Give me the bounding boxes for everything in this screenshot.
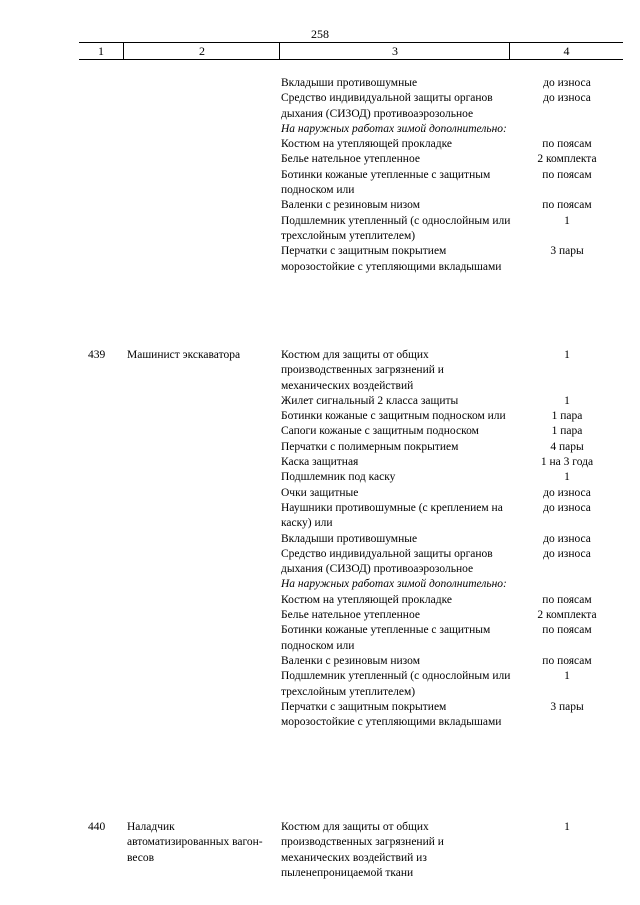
table-block-continuation xyxy=(0,76,640,275)
page-number: 258 xyxy=(311,27,329,41)
table-block-440 xyxy=(0,820,640,881)
item-quantity: до износа xyxy=(543,532,591,545)
item-name: Костюм на утепляющей прокладке xyxy=(281,593,452,606)
list-item xyxy=(0,168,640,199)
item-quantity: 1 xyxy=(564,349,570,361)
item-name: Валенки с резиновым низом xyxy=(281,199,420,212)
list-item xyxy=(0,91,640,122)
item-quantity: до износа xyxy=(543,486,591,499)
item-quantity: по поясам xyxy=(542,199,592,212)
item-quantity: 2 комплекта xyxy=(537,609,597,622)
item-quantity: 1 xyxy=(564,394,570,407)
list-item xyxy=(0,470,640,485)
item-quantity: 3 пары xyxy=(550,245,584,258)
item-quantity: 1 xyxy=(564,471,570,484)
header-col-2: 2 xyxy=(123,43,280,59)
item-name: Валенки с резиновым низом xyxy=(281,654,420,667)
list-item xyxy=(0,501,640,532)
item-name: Вкладыши противошумные xyxy=(281,77,418,89)
table-header xyxy=(79,42,623,60)
item-name: Средство индивидуальной защиты органов дыхания (СИЗОД) противоаэрозольное xyxy=(281,92,493,120)
item-quantity: 3 пары xyxy=(550,700,584,713)
item-quantity: до износа xyxy=(543,501,591,514)
item-quantity: 1 xyxy=(564,670,570,683)
item-name: Костюм на утепляющей прокладке xyxy=(281,138,452,151)
item-name: Ботинки кожаные утепленные с защитным подноском или xyxy=(281,624,491,652)
list-item xyxy=(0,486,640,501)
header-col-3: 3 xyxy=(279,43,510,59)
item-quantity: 1 xyxy=(564,821,570,833)
section-note: На наружных работах зимой дополнительно: xyxy=(281,122,507,135)
item-name: Перчатки с полимерным покрытием xyxy=(281,440,459,453)
item-quantity: 1 на 3 года xyxy=(540,456,594,469)
list-item xyxy=(0,440,640,455)
list-item xyxy=(0,424,640,439)
item-name: Ботинки кожаные утепленные с защитным подноском или xyxy=(281,168,491,197)
item-quantity: по поясам xyxy=(542,138,592,151)
item-quantity: 1 пара xyxy=(551,410,583,423)
item-name: Белье нательное утепленное xyxy=(281,153,420,166)
list-item xyxy=(0,608,640,623)
item-name: Ботинки кожаные с защитным подноском или xyxy=(281,410,506,423)
list-item xyxy=(0,593,640,608)
list-item xyxy=(0,244,640,275)
item-name: Сапоги кожаные с защитным подноском xyxy=(281,425,479,438)
item-name: Каска защитная xyxy=(281,456,359,469)
list-item xyxy=(0,455,640,470)
list-item xyxy=(0,76,640,91)
item-name: Очки защитные xyxy=(281,486,359,499)
list-item xyxy=(0,577,640,592)
item-name: Подшлемник под каску xyxy=(281,471,396,484)
item-name: Костюм для защиты от общих производственных загрязнений и механических воздействий из пыленепроницаемой ткани xyxy=(281,821,444,879)
item-name: Белье нательное утепленное xyxy=(281,609,420,622)
item-name: Наушники противошумные (с креплением на каску) или xyxy=(281,501,503,530)
item-quantity: по поясам xyxy=(542,624,592,637)
profession-name: Машинист экскаватора xyxy=(127,349,241,361)
list-item xyxy=(0,409,640,424)
item-quantity: по поясам xyxy=(542,654,592,667)
list-item xyxy=(0,152,640,167)
item-name: Перчатки с защитным покрытием морозостойкие с утепляющими вкладышами xyxy=(281,245,502,273)
item-quantity: 2 комплекта xyxy=(537,153,597,166)
list-item xyxy=(0,198,640,213)
item-quantity: по поясам xyxy=(542,593,592,606)
list-item xyxy=(0,700,640,731)
item-quantity: 4 пары xyxy=(550,440,584,453)
list-item xyxy=(0,214,640,245)
profession-name: Наладчик автоматизированных вагон-весов xyxy=(127,821,263,864)
table-block-439 xyxy=(0,348,640,730)
item-quantity: по поясам xyxy=(542,168,592,181)
item-name: Жилет сигнальный 2 класса защиты xyxy=(281,394,459,407)
item-name: Костюм для защиты от общих производственных загрязнений и механических воздействий xyxy=(281,349,444,392)
list-item xyxy=(0,348,640,394)
list-item xyxy=(0,137,640,152)
list-item xyxy=(0,654,640,669)
item-quantity: 1 xyxy=(564,214,570,227)
header-col-4: 4 xyxy=(509,43,623,59)
item-quantity: до износа xyxy=(543,92,591,105)
item-quantity: 1 пара xyxy=(551,425,583,438)
list-item xyxy=(0,122,640,137)
section-note: На наружных работах зимой дополнительно: xyxy=(281,578,507,591)
item-name: Перчатки с защитным покрытием морозостойкие с утепляющими вкладышами xyxy=(281,700,502,729)
row-number: 439 xyxy=(88,349,106,361)
item-quantity: до износа xyxy=(543,77,591,89)
item-quantity: до износа xyxy=(543,547,591,560)
item-name: Вкладыши противошумные xyxy=(281,532,418,545)
list-item xyxy=(0,669,640,700)
list-item xyxy=(0,547,640,578)
header-col-1: 1 xyxy=(98,44,104,58)
list-item xyxy=(0,820,640,881)
list-item xyxy=(0,394,640,409)
list-item xyxy=(0,532,640,547)
item-name: Подшлемник утепленный (с однослойным или трехслойным утеплителем) xyxy=(281,214,511,242)
row-number: 440 xyxy=(88,821,106,833)
item-name: Подшлемник утепленный (с однослойным или трехслойным утеплителем) xyxy=(281,670,511,698)
item-name: Средство индивидуальной защиты органов дыхания (СИЗОД) противоаэрозольное xyxy=(281,547,493,576)
list-item xyxy=(0,623,640,654)
